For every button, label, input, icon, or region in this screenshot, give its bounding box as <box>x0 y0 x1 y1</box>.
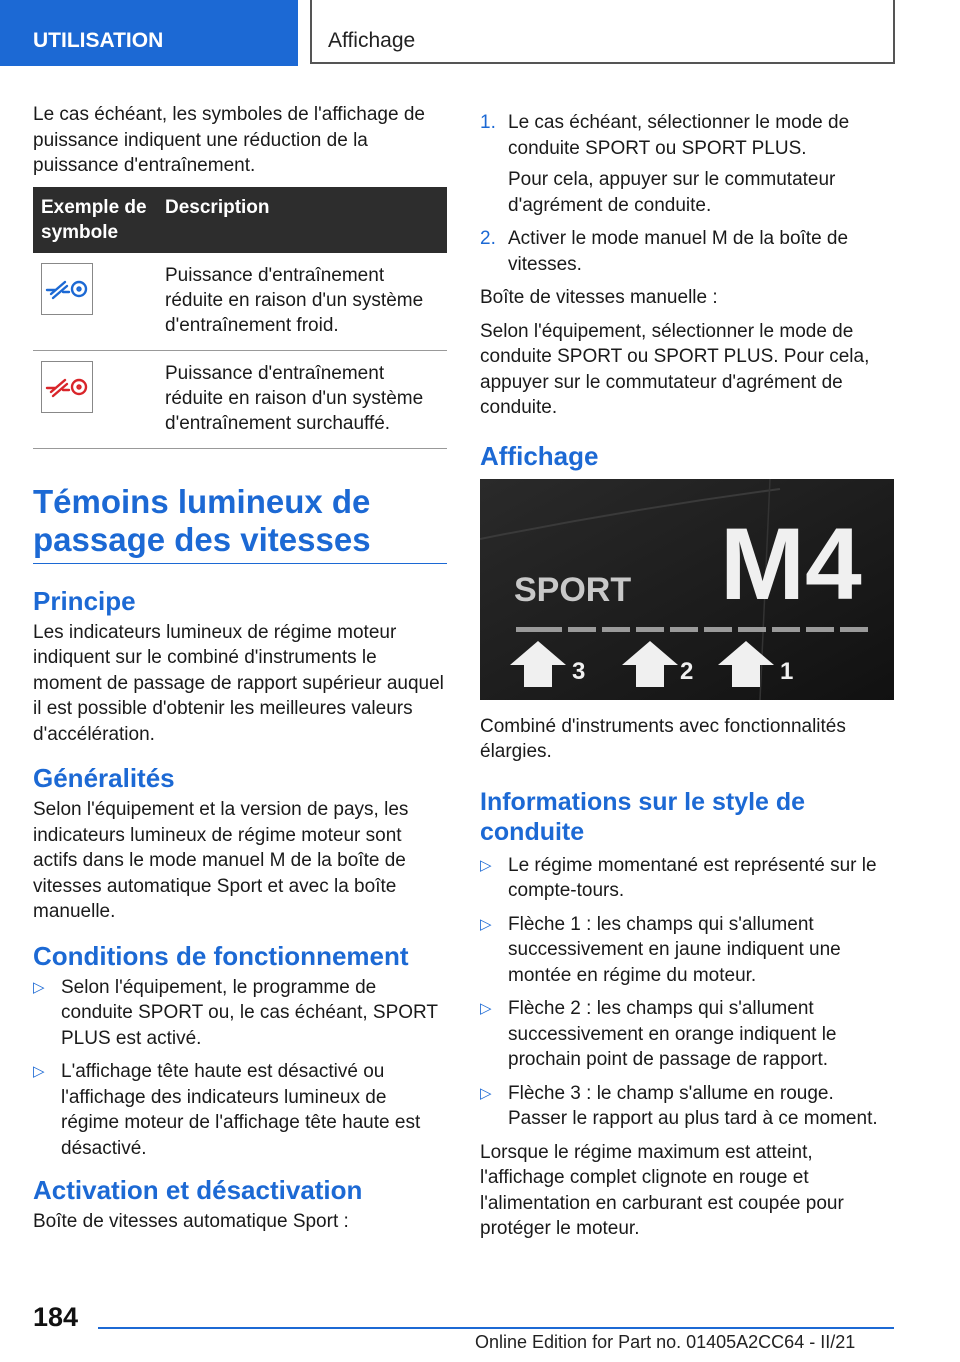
table-row <box>33 253 447 351</box>
manual-label: Boîte de vitesses manuelle : <box>480 287 718 308</box>
step-number: 2. <box>480 228 496 249</box>
arrow-1-label: 1 <box>780 657 794 685</box>
right-column <box>480 110 894 1250</box>
step-number: 1. <box>480 112 496 133</box>
style-heading: Informations sur le style de conduite <box>480 787 806 846</box>
page-number: 184 <box>33 1302 79 1332</box>
sport-mode-label: SPORT <box>514 570 632 609</box>
page-topic: Affichage <box>310 0 895 64</box>
list-item: ▷ Flèche 3 : le champ s'allume en rouge. Passer le rapport au plus tard à ce moment. <box>480 1082 878 1129</box>
table-cell-description: Puissance d'entraînement réduite en raison d'un système d'entraînement surchauffé. <box>157 350 447 448</box>
list-item: ▷ L'affichage tête haute est désactivé ou l'affichage des indicateurs lumineux de régime moteur de l'affichage tête haute est désactivé. <box>33 1061 421 1159</box>
left-column <box>33 102 447 1243</box>
principe-heading: Principe <box>33 585 136 616</box>
list-item: ▷ Flèche 2 : les champs qui s'allument successivement en orange indiquent le prochain point de passage de rapport. <box>480 998 837 1070</box>
triangle-bullet-icon: ▷ <box>33 1063 45 1080</box>
list-item: ▷ Le régime momentané est représenté sur le compte-tours. <box>480 854 877 901</box>
steps-list <box>480 110 894 277</box>
generalites-paragraph: Selon l'équipement et la version de pays, les indicateurs lumineux de régime moteur sont actifs dans le mode manuel M de la boîte de vitesses automatique Sport et avec la boîte manuelle. <box>33 799 409 922</box>
list-item: ▷ Flèche 1 : les champs qui s'allument successivement en jaune indiquent une montée en régime du moteur. <box>480 913 841 986</box>
cold-engine-power-icon <box>41 263 93 315</box>
step-subtext: Pour cela, appuyer sur le commutateur d'agrément de conduite. <box>508 169 836 216</box>
table-row <box>33 350 447 448</box>
arrow-3-label: 3 <box>572 657 586 685</box>
generalites-heading: Généralités <box>33 763 175 793</box>
affichage-heading: Affichage <box>480 440 599 471</box>
symbol-table <box>33 187 447 449</box>
style-list <box>480 853 894 1132</box>
step-text: Activer le mode manuel M de la boîte de vitesses. <box>508 228 849 275</box>
arrow-2-label: 2 <box>680 657 694 685</box>
triangle-bullet-icon: ▷ <box>480 1084 492 1102</box>
section-tab: UTILISATION <box>0 0 298 66</box>
overheated-engine-power-icon <box>41 361 93 413</box>
triangle-bullet-icon: ▷ <box>480 1000 492 1017</box>
main-heading: Témoins lumineux de passage des vitesses <box>33 483 447 564</box>
step-text: Le cas échéant, sélectionner le mode de conduite SPORT ou SPORT PLUS. <box>508 112 850 159</box>
triangle-bullet-icon: ▷ <box>480 856 492 874</box>
shift-light-bar <box>516 627 868 632</box>
closing-paragraph: Lorsque le régime maximum est atteint, l'affichage complet clignote en rouge et l'alimentation en carburant est coupée pour protéger le moteur. <box>480 1141 844 1239</box>
activation-paragraph: Boîte de vitesses automatique Sport : <box>33 1211 349 1232</box>
photo-caption: Combiné d'instruments avec fonctionnalités élargies. <box>480 715 846 762</box>
instrument-cluster-photo <box>480 479 894 700</box>
list-item <box>480 226 894 277</box>
gear-display: M4 <box>720 506 862 621</box>
table-header-description: Description <box>157 187 447 253</box>
intro-paragraph: Le cas échéant, les symboles de l'affichage de puissance indiquent une réduction de la puissance d'entraînement. <box>33 104 425 176</box>
list-item <box>480 110 894 218</box>
manual-paragraph: Selon l'équipement, sélectionner le mode de conduite SPORT ou SPORT PLUS. Pour cela, appuyer sur le commutateur d'agrément de conduite. <box>480 320 870 418</box>
footer-divider <box>98 1327 894 1329</box>
triangle-bullet-icon: ▷ <box>33 978 45 996</box>
conditions-heading: Conditions de fonctionnement <box>33 940 409 971</box>
conditions-list <box>33 975 447 1162</box>
edition-note: Online Edition for Part no. 01405A2CC64 - II/21 <box>475 1332 856 1352</box>
table-header-row <box>33 187 447 253</box>
list-item: ▷ Selon l'équipement, le programme de conduite SPORT ou, le cas échéant, SPORT PLUS est activé. <box>33 976 438 1049</box>
table-header-symbol: Exemple de symbole <box>33 187 157 253</box>
activation-heading: Activation et désactivation <box>33 1175 363 1205</box>
table-cell-description: Puissance d'entraînement réduite en raison d'un système d'entraînement froid. <box>157 253 447 351</box>
triangle-bullet-icon: ▷ <box>480 915 492 933</box>
principe-paragraph: Les indicateurs lumineux de régime moteur indiquent sur le combiné d'instruments le moment de passage de rapport supérieur auquel il est possible d'obtenir les meilleures valeurs d'accélération. <box>33 621 444 745</box>
